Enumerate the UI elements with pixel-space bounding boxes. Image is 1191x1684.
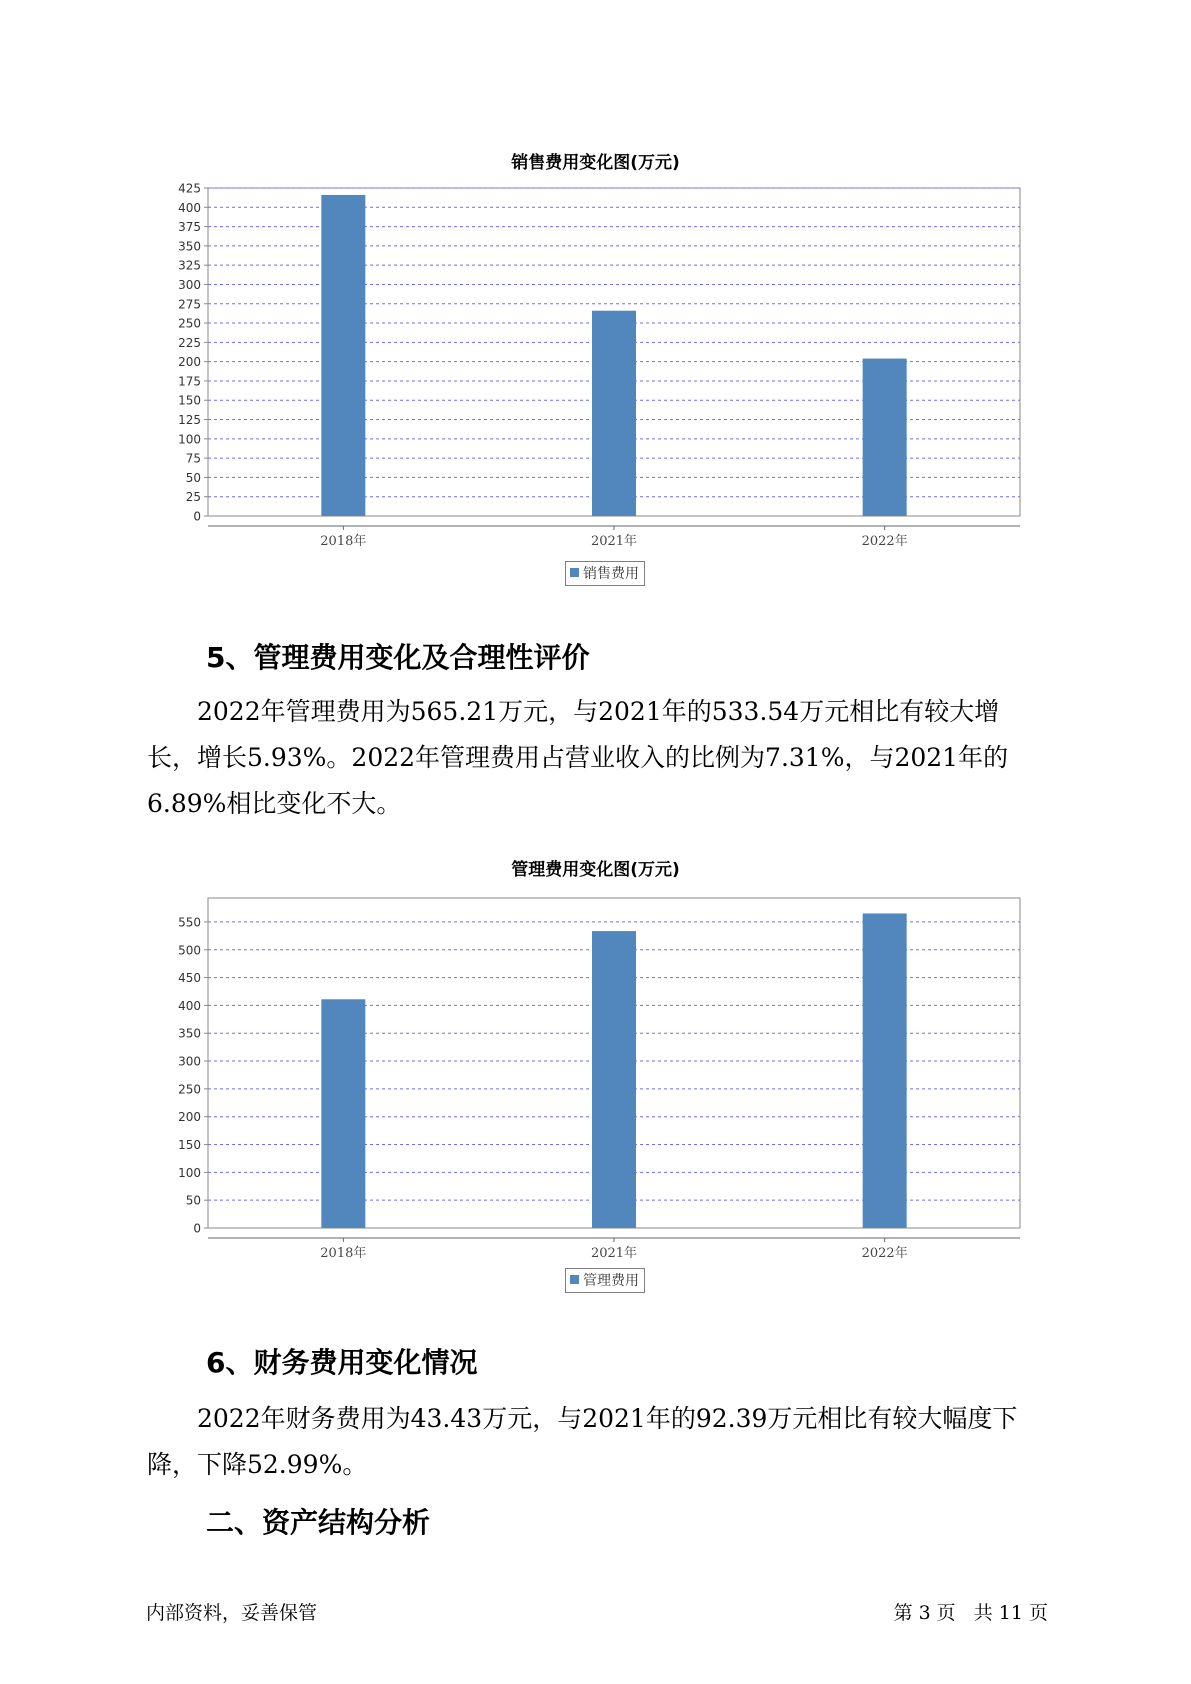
y-tick-label: 0 [193,509,201,524]
x-tick-label: 2022年 [861,1246,908,1260]
y-tick-label: 400 [178,200,201,215]
y-tick-label: 250 [178,316,201,331]
y-tick-label: 75 [185,451,201,466]
y-tick-label: 300 [178,277,201,292]
x-tick-label: 2021年 [590,534,638,549]
bar [863,359,907,516]
page-number: 3 [918,1602,931,1624]
section-5-heading: 5、管理费用变化及合理性评价 [206,641,590,674]
y-tick-label: 100 [178,432,201,447]
sales-chart-legend [565,561,645,586]
legend-label: 销售费用 [583,566,639,582]
section-two-heading: 二、资产结构分析 [206,1506,431,1539]
y-tick-label: 350 [178,239,201,254]
footer-confidential-note: 内部资料，妥善保管 [146,1602,318,1624]
y-tick-label: 200 [178,1110,201,1125]
sales-expense-chart [160,180,1040,550]
total-suffix: 页 [1028,1602,1048,1624]
y-tick-label: 225 [178,335,201,350]
y-tick-label: 450 [178,971,201,986]
y-tick-label: 50 [185,470,201,485]
y-tick-label: 300 [178,1054,201,1069]
bar [592,311,636,516]
total-pages: 11 [998,1602,1023,1624]
section-6-paragraph: 2022年财务费用为43.43万元，与2021年的92.39万元相比有较大幅度下降，下降52.99%。 [147,1404,1018,1479]
y-tick-label: 275 [178,297,201,312]
y-tick-label: 350 [178,1026,201,1041]
y-tick-label: 125 [178,413,201,428]
y-tick-label: 200 [178,355,201,370]
x-tick-label: 2018年 [320,1246,367,1260]
section-6-heading: 6、财务费用变化情况 [206,1346,478,1379]
x-tick-label: 2022年 [861,534,908,549]
y-tick-label: 400 [178,998,201,1013]
y-tick-label: 25 [185,490,201,505]
y-tick-label: 375 [178,220,201,235]
bar [592,931,636,1228]
page-suffix: 页 [936,1602,956,1624]
sales-chart-title: 销售费用变化图(万元) [511,153,680,173]
admin-expense-chart [160,890,1040,1260]
y-tick-label: 150 [178,393,201,408]
admin-chart-title: 管理费用变化图(万元) [511,860,680,880]
page-prefix: 第 [893,1602,913,1624]
y-tick-label: 325 [178,258,201,273]
admin-chart-legend [565,1268,645,1293]
bar [321,999,365,1228]
total-prefix: 共 [973,1602,993,1624]
legend-swatch [570,568,579,577]
y-tick-label: 50 [185,1193,201,1208]
section-5-paragraph: 2022年管理费用为565.21万元，与2021年的533.54万元相比有较大增长，增长5.93%。2022年管理费用占营业收入的比例为7.31%，与2021年的6.89%相比变化不大。 [147,697,1009,818]
y-tick-label: 250 [178,1082,201,1097]
y-tick-label: 425 [178,181,201,196]
y-tick-label: 0 [193,1221,201,1236]
y-tick-label: 100 [178,1165,201,1180]
bar [321,195,365,516]
y-tick-label: 500 [178,943,201,958]
legend-label: 管理费用 [583,1273,639,1289]
legend-swatch [570,1275,579,1284]
y-tick-label: 150 [178,1138,201,1153]
bar [863,913,907,1228]
x-tick-label: 2021年 [590,1246,638,1260]
footer-page-indicator [891,1598,1051,1625]
y-tick-label: 175 [178,374,201,389]
x-tick-label: 2018年 [320,534,367,549]
y-tick-label: 550 [178,915,201,930]
